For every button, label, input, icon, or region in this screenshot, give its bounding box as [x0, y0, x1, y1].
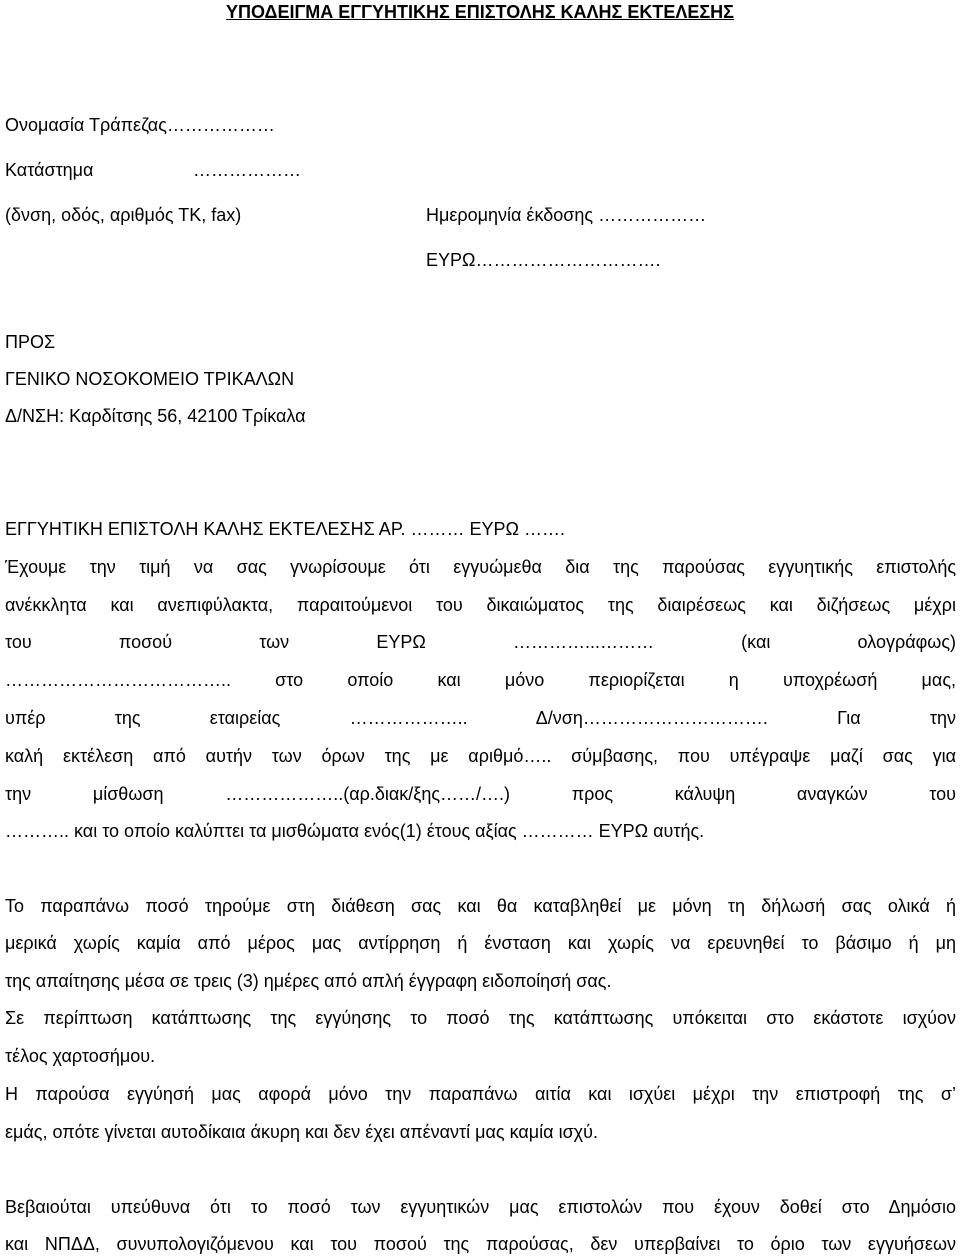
para1-line-4: ……………………………….. στο οποίο και μόνο περιορίζεται η υποχρέωσή μας,	[5, 670, 956, 690]
to-label: ΠΡΟΣ	[5, 332, 56, 352]
branch-dots: ………………	[193, 160, 301, 180]
address-label: (δνση, οδός, αριθμός ΤΚ, fax)	[5, 205, 242, 225]
para1-line-7: την μίσθωση ………………..(αρ.διακ/ξης……/….) προς κάλυψη αναγκών του	[5, 784, 956, 804]
para5-line-2: και ΝΠΔΔ, συνυπολογιζόμενου και του ποσού της παρούσας, δεν υπερβαίνει το όριο των εγγυήσεων	[5, 1234, 956, 1254]
document-title: ΥΠΟΔΕΙΓΜΑ ΕΓΓΥΗΤΙΚΗΣ ΕΠΙΣΤΟΛΗΣ ΚΑΛΗΣ ΕΚΤΕΛΕΣΗΣ	[226, 2, 734, 22]
para1-line-6: καλή εκτέλεση από αυτήν των όρων της με αριθμό….. σύμβασης, που υπέγραψε μαζί σας για	[5, 746, 956, 766]
para1-line-8: ……….. και το οποίο καλύπτει τα μισθώματα ενός(1) έτους αξίας ………… ΕΥΡΩ αυτής.	[5, 821, 705, 841]
para5-line-1: Βεβαιούται υπεύθυνα ότι το ποσό των εγγυητικών μας επιστολών που έχουν δοθεί στο Δημόσιο	[5, 1197, 956, 1217]
branch-label: Κατάστημα	[5, 160, 94, 180]
para1-line-3: του ποσού των ΕΥΡΩ …………...……… (και ολογράφως)	[5, 632, 956, 652]
bank-name: Ονομασία Τράπεζας………………	[5, 115, 275, 135]
para1-line-1: Έχουμε την τιμή να σας γνωρίσουμε ότι εγγυώμεθα δια της παρούσας εγγυητικής επιστολής	[5, 557, 956, 577]
para3-line-1: Σε περίπτωση κατάπτωσης της εγγύησης το ποσό της κατάπτωσης υπόκειται στο εκάστοτε ισχύον	[5, 1008, 956, 1028]
para1-line-5: υπέρ της εταιρείας ……………….. Δ/νση…………………………. Για την	[5, 708, 956, 728]
para2-line-2: μερικά χωρίς καμία από μέρος μας αντίρρηση ή ένσταση και χωρίς να ερευνηθεί το βάσιμο ή μη	[5, 933, 956, 953]
para2-line-1: Το παραπάνω ποσό τηρούμε στη διάθεση σας και θα καταβληθεί με μόνη τη δήλωσή σας ολικά ή	[5, 896, 956, 916]
para4-line-2: εμάς, οπότε γίνεται αυτοδίκαια άκυρη και δεν έχει απέναντί μας καμία ισχύ.	[5, 1122, 598, 1142]
para2-line-3: της απαίτησης μέσα σε τρεις (3) ημέρες από απλή έγγραφη ειδοποίησή σας.	[5, 971, 612, 991]
para4-line-1: Η παρούσα εγγύησή μας αφορά μόνο την παραπάνω αιτία και ισχύει μέχρι την επιστροφή της σ’	[5, 1084, 956, 1104]
issue-date: Ημερομηνία έκδοσης ………………	[426, 205, 707, 225]
guarantee-heading: ΕΓΓΥΗΤΙΚΗ ΕΠΙΣΤΟΛΗ ΚΑΛΗΣ ΕΚΤΕΛΕΣΗΣ ΑΡ. ……… ΕΥΡΩ …….	[5, 519, 565, 539]
recipient-name: ΓΕΝΙΚΟ ΝΟΣΟΚΟΜΕΙΟ ΤΡΙΚΑΛΩΝ	[5, 369, 295, 389]
para1-line-2: ανέκκλητα και ανεπιφύλακτα, παραιτούμενοι του δικαιώματος της διαιρέσεως και διζήσεως μέχρι	[5, 595, 956, 615]
para3-line-2: τέλος χαρτοσήμου.	[5, 1046, 156, 1066]
recipient-address: Δ/ΝΣΗ: Καρδίτσης 56, 42100 Τρίκαλα	[5, 406, 306, 426]
amount-line: ΕΥΡΩ………………………….	[426, 250, 661, 270]
